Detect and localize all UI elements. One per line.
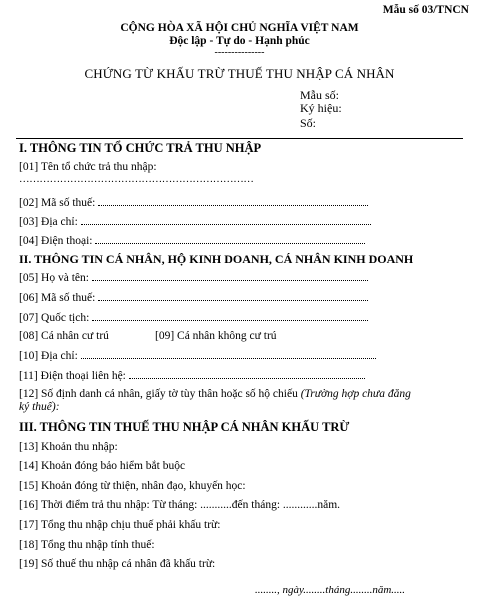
field-07-blank[interactable] [92,311,368,321]
field-07[interactable] [19,311,368,324]
field-19[interactable]: [19] Số thuế thu nhập cá nhân đã khấu trừ: [19,558,216,570]
field-08-resident[interactable]: [08] Cá nhân cư trú [19,330,109,342]
field-11-blank[interactable] [129,369,365,379]
field-12[interactable] [19,388,411,400]
date-line[interactable]: ........, ngày........tháng........năm..... [255,584,406,596]
field-12-note: (Trường hợp chưa đăng [300,388,411,400]
field-03[interactable] [19,215,371,228]
section-3-heading: III. THÔNG TIN THUẾ THU NHẬP CÁ NHÂN KHẤU TRỪ [19,420,350,434]
field-14[interactable]: [14] Khoản đóng bảo hiểm bắt buộc [19,460,186,472]
header-separator: --------------- [214,47,265,58]
field-17[interactable]: [17] Tổng thu nhập chịu thuế phải khấu trừ: [19,519,221,531]
section-1-heading: I. THÔNG TIN TỔ CHỨC TRẢ THU NHẬP [19,141,262,155]
serial-number-label: Số: [300,116,317,130]
field-13[interactable]: [13] Khoản thu nhập: [19,441,118,453]
field-16[interactable]: [16] Thời điểm trả thu nhập: Từ tháng: ...........đến tháng: ............năm. [19,499,341,511]
divider-line [16,138,463,139]
field-04-label: [04] Điện thoại: [19,235,93,247]
field-10[interactable] [19,349,376,362]
field-02[interactable] [19,196,368,209]
form-code: Mẫu số 03/TNCN [382,4,469,16]
field-02-label: [02] Mã số thuế: [19,197,96,209]
field-15[interactable]: [15] Khoản đóng từ thiện, nhân đạo, khuyến học: [19,480,246,492]
field-06-blank[interactable] [98,291,368,301]
field-09-non-resident[interactable]: [09] Cá nhân không cư trú [155,330,277,342]
field-10-label: [10] Địa chỉ: [19,350,78,362]
field-05-label: [05] Họ và tên: [19,272,89,284]
form-number-label: Mẫu số: [300,88,339,102]
field-03-label: [03] Địa chỉ: [19,216,78,228]
field-12-label: [12] Số định danh cá nhân, giấy tờ tùy thân hoặc số hộ chiếu [19,388,298,400]
field-11[interactable] [19,369,365,382]
field-06[interactable] [19,291,368,304]
document-title: CHỨNG TỪ KHẤU TRỪ THUẾ THU NHẬP CÁ NHÂN [84,66,395,81]
field-04[interactable] [19,234,365,247]
field-12-note-cont: ký thuế): [19,401,60,413]
field-11-label: [11] Điện thoại liên hệ: [19,370,126,382]
field-03-blank[interactable] [81,215,371,225]
field-05[interactable] [19,271,368,284]
field-05-blank[interactable] [92,271,368,281]
field-10-blank[interactable] [81,349,376,359]
section-2-heading: II. THÔNG TIN CÁ NHÂN, HỘ KINH DOANH, CÁ NHÂN KINH DOANH [19,252,414,266]
field-18[interactable]: [18] Tổng thu nhập tính thuế: [19,539,155,551]
field-04-blank[interactable] [95,234,365,244]
field-01-label: [01] Tên tổ chức trả thu nhập: [19,161,157,173]
field-07-label: [07] Quốc tịch: [19,312,90,324]
field-01-dots[interactable]: …………………………………………………………… [19,174,254,185]
motto: Độc lập - Tự do - Hạnh phúc [169,35,310,47]
national-title: CỘNG HÒA XÃ HỘI CHỦ NGHĨA VIỆT NAM [120,22,359,34]
field-02-blank[interactable] [98,196,368,206]
symbol-label: Ký hiệu: [300,101,342,115]
field-06-label: [06] Mã số thuế: [19,292,96,304]
